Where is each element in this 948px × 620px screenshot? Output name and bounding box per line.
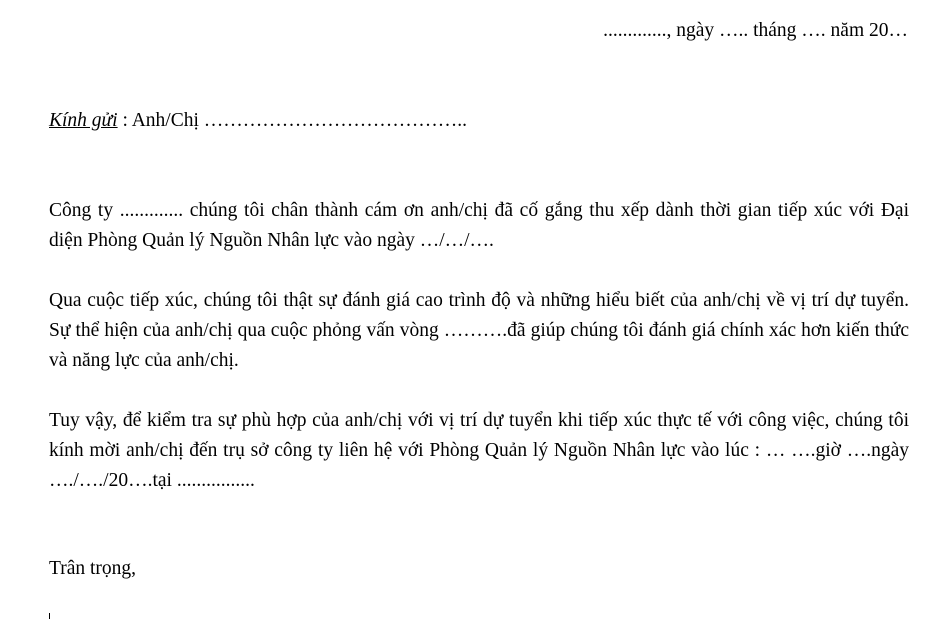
salutation bbox=[49, 106, 467, 136]
paragraph-evaluation: Qua cuộc tiếp xúc, chúng tôi thật sự đánh giá cao trình độ và những hiểu biết của anh/chị về vị trí dự tuyển. Sự thể hiện của anh/chị qua cuộc phỏng vấn vòng ……….đã giúp chúng tôi đánh giá chính xác hơn kiến thức và năng lực của anh/chị. bbox=[49, 290, 909, 371]
closing: Trân trọng, bbox=[49, 558, 137, 579]
text-cursor bbox=[49, 613, 50, 619]
salutation-recipient: : Anh/Chị ………………………………….. bbox=[117, 110, 468, 131]
paragraph-thanks: Công ty ............. chúng tôi chân thành cám ơn anh/chị đã cố gắng thu xếp dành thời gian tiếp xúc với Đại diện Phòng Quản lý Nguồn Nhân lực vào ngày …/…/…. bbox=[49, 200, 909, 251]
date-line: ............., ngày ….. tháng …. năm 20… bbox=[603, 20, 908, 41]
paragraph-invitation: Tuy vậy, để kiểm tra sự phù hợp của anh/chị với vị trí dự tuyển khi tiếp xúc thực tế với công việc, chúng tôi kính mời anh/chị đến trụ sở công ty liên hệ với Phòng Quản lý Nguồn Nhân lực vào lúc : … ….giờ ….ngày …./…./20….tại ................ bbox=[49, 410, 909, 491]
salutation-label: Kính gửi bbox=[49, 110, 118, 131]
